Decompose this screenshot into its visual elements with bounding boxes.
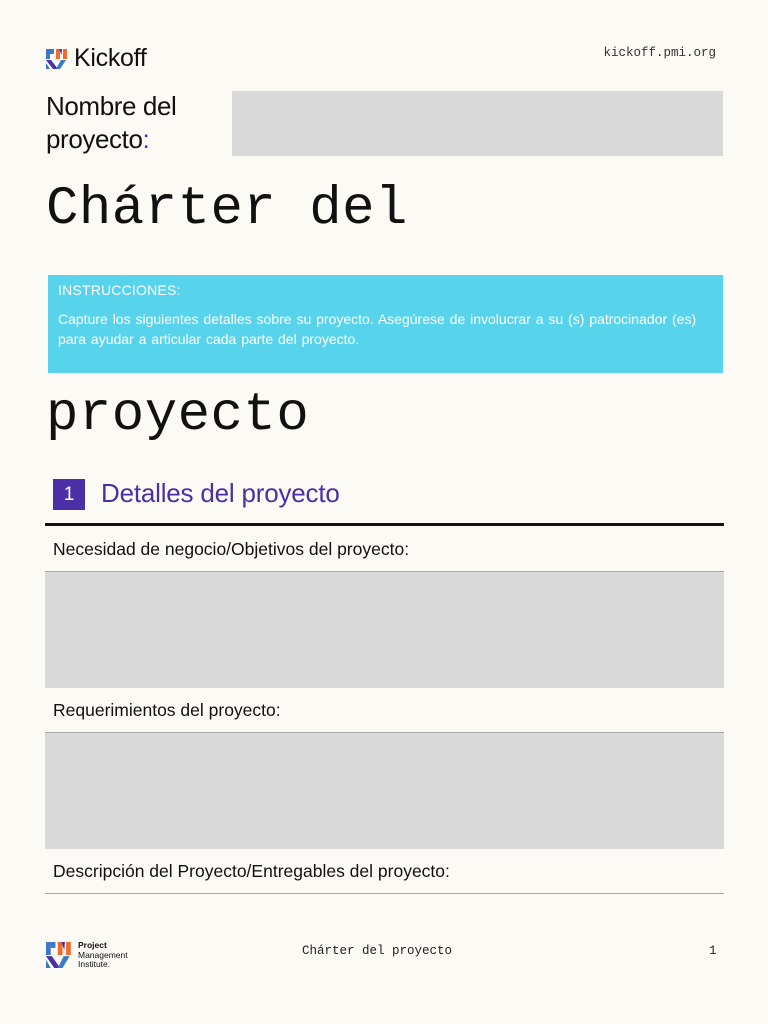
- description-label: Descripción del Proyecto/Entregables del proyecto:: [53, 861, 450, 881]
- requirements-input[interactable]: [45, 733, 724, 849]
- requirements-label: Requerimientos del proyecto:: [53, 700, 281, 720]
- document-title-line1: Chárter del: [46, 179, 408, 240]
- document-title-line2: proyecto: [46, 385, 310, 446]
- section-number-badge: 1: [53, 479, 85, 510]
- project-name-label-line2: proyecto: [46, 124, 143, 154]
- kickoff-logo: [46, 44, 146, 73]
- section-divider: [45, 523, 724, 526]
- pmi-wordmark: [78, 941, 128, 970]
- project-name-label-line1: Nombre del: [46, 91, 177, 121]
- business-need-input[interactable]: [45, 572, 724, 688]
- pmi-logo-icon: [46, 49, 68, 69]
- pmi-wordmark-line1: Project: [78, 940, 107, 950]
- pmi-logo-icon: [46, 942, 72, 968]
- field-divider: [45, 893, 724, 894]
- page-number: 1: [709, 944, 717, 958]
- instructions-heading: INSTRUCCIONES:: [58, 282, 181, 298]
- pmi-wordmark-line2: Management: [78, 949, 128, 960]
- business-need-label: Necesidad de negocio/Objetivos del proyecto:: [53, 539, 410, 559]
- instructions-body: Capture los siguientes detalles sobre su proyecto. Asegúrese de involucrar a su (s) patrocinador (es) para ayudar a articular cada parte del proyecto.: [58, 311, 697, 347]
- instructions-box: [48, 275, 723, 373]
- section-title: Detalles del proyecto: [101, 478, 340, 508]
- pmi-wordmark-line3: Institute.: [78, 959, 111, 969]
- footer-document-title: Chárter del proyecto: [302, 944, 453, 958]
- brand-name: Kickoff: [74, 44, 147, 72]
- header-url[interactable]: kickoff.pmi.org: [603, 46, 716, 60]
- pmi-footer-logo: [46, 941, 128, 970]
- project-name-input[interactable]: [232, 91, 723, 156]
- project-name-colon: :: [142, 124, 150, 154]
- project-name-label: [46, 90, 176, 156]
